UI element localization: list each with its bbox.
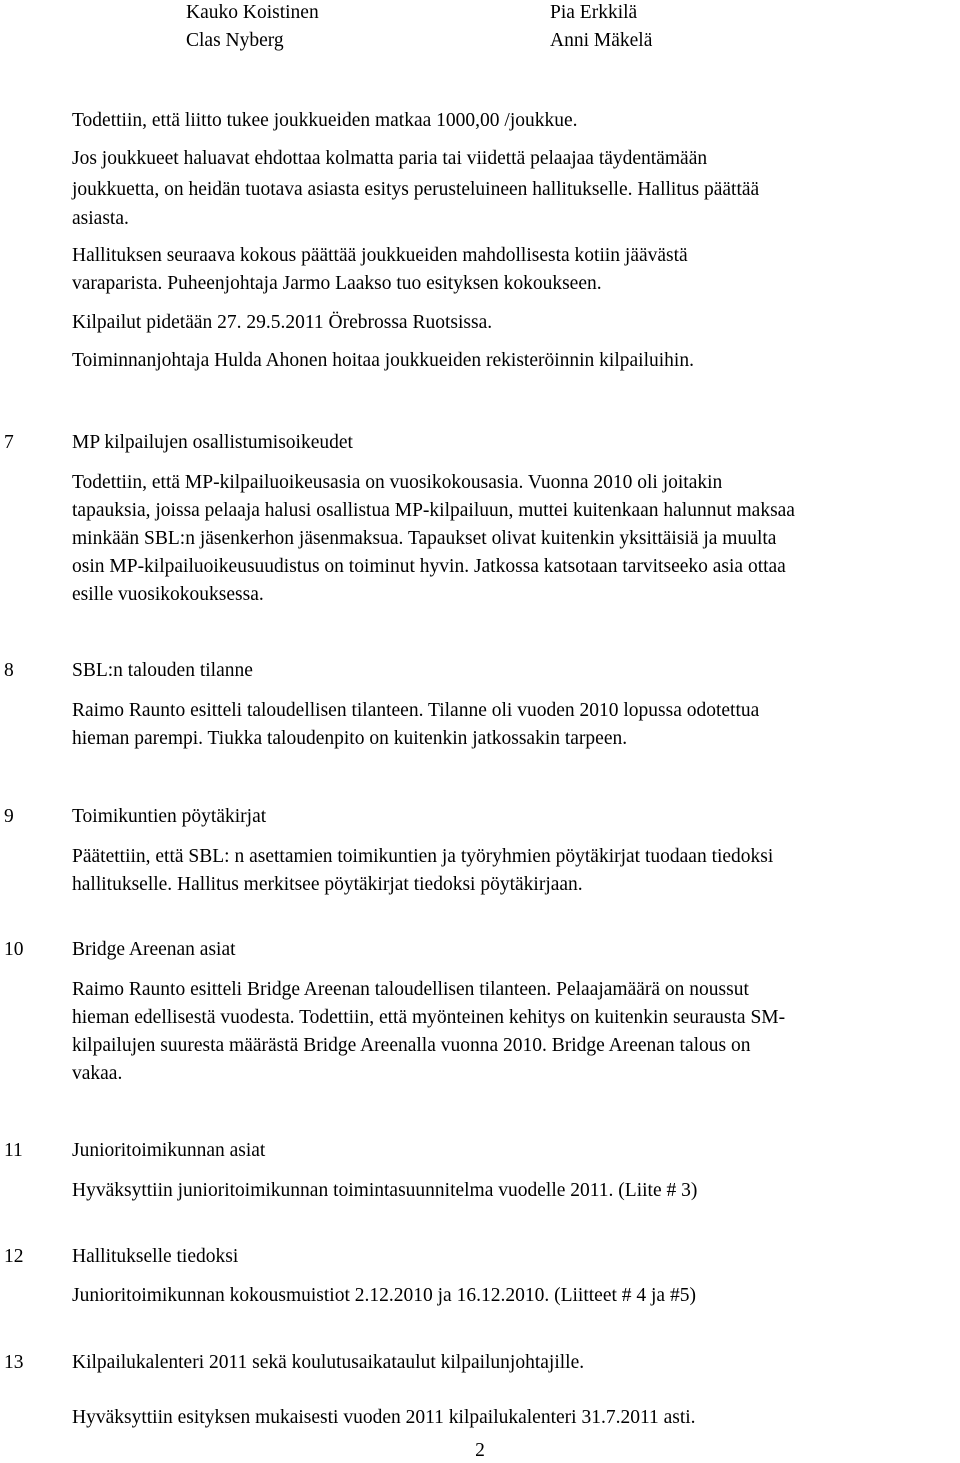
intro-paragraph-2	[72, 146, 960, 231]
section-body	[72, 1178, 960, 1203]
intro-paragraph-5	[72, 348, 960, 373]
paragraph-line: Hyväksyttiin junioritoimikunnan toimintasuunnitelma vuodelle 2011. (Liite # 3)	[72, 1180, 698, 1201]
section-title: Bridge Areenan asiat	[72, 939, 236, 960]
paragraph-line: esille vuosikokouksessa.	[72, 584, 264, 605]
paragraph-line: osin MP-kilpailuoikeusuudistus on toiminut hyvin. Jatkossa katsotaan tarvitseeko asia ottaa	[72, 556, 786, 577]
paragraph-line: asiasta.	[72, 208, 129, 229]
paragraph-line: kilpailujen suuresta määrästä Bridge Areenalla vuonna 2010. Bridge Areenan talous on	[72, 1035, 751, 1056]
section-body	[72, 844, 960, 897]
signature-name: Anni Mäkelä	[550, 30, 653, 51]
section-number: 9	[4, 806, 14, 827]
page-number: 2	[475, 1440, 485, 1461]
paragraph-line: joukkuetta, on heidän tuotava asiasta esitys perusteluineen hallitukselle. Hallitus päättää	[72, 179, 760, 200]
signature-name: Clas Nyberg	[186, 30, 284, 51]
signature-name: Kauko Koistinen	[186, 2, 319, 23]
section-title: Junioritoimikunnan asiat	[72, 1140, 266, 1161]
paragraph-line: Todettiin, että MP-kilpailuoikeusasia on vuosikokousasia. Vuonna 2010 oli joitakin	[72, 472, 723, 493]
paragraph-line: Junioritoimikunnan kokousmuistiot 2.12.2010 ja 16.12.2010. (Liitteet # 4 ja #5)	[72, 1285, 696, 1306]
section-number: 11	[4, 1140, 23, 1161]
signature-name: Pia Erkkilä	[550, 2, 638, 23]
section-number: 13	[4, 1352, 24, 1373]
section-body	[72, 1405, 960, 1430]
paragraph-line: Raimo Raunto esitteli taloudellisen tilanteen. Tilanne oli vuoden 2010 lopussa odotettua	[72, 700, 760, 721]
section-title: Toimikuntien pöytäkirjat	[72, 806, 267, 827]
section-number: 8	[4, 660, 14, 681]
section-number: 12	[4, 1246, 24, 1267]
section-body	[72, 698, 960, 751]
paragraph-line: Hallituksen seuraava kokous päättää joukkueiden mahdollisesta kotiin jäävästä	[72, 245, 688, 266]
section-body	[72, 1283, 960, 1308]
section-title: Hallitukselle tiedoksi	[72, 1246, 239, 1267]
signature-right	[550, 0, 652, 53]
section-body	[72, 470, 960, 607]
section-title: MP kilpailujen osallistumisoikeudet	[72, 432, 353, 453]
paragraph-line: hieman parempi. Tiukka taloudenpito on kuitenkin jatkossakin tarpeen.	[72, 728, 628, 749]
section-number: 10	[4, 939, 24, 960]
paragraph-line: Todettiin, että liitto tukee joukkueiden matkaa 1000,00 /joukkue.	[72, 110, 578, 131]
paragraph-line: varaparista. Puheenjohtaja Jarmo Laakso tuo esityksen kokoukseen.	[72, 273, 602, 294]
paragraph-line: Kilpailut pidetään 27. 29.5.2011 Örebrossa Ruotsissa.	[72, 312, 493, 333]
section-title: SBL:n talouden tilanne	[72, 660, 253, 681]
section-number: 7	[4, 432, 14, 453]
paragraph-line: Raimo Raunto esitteli Bridge Areenan taloudellisen tilanteen. Pelaajamäärä on noussut	[72, 979, 749, 1000]
section-title: Kilpailukalenteri 2011 sekä koulutusaikataulut kilpailunjohtajille.	[72, 1352, 585, 1373]
section-body	[72, 977, 960, 1086]
paragraph-line: Hyväksyttiin esityksen mukaisesti vuoden 2011 kilpailukalenteri 31.7.2011 asti.	[72, 1407, 696, 1428]
paragraph-line: tapauksia, joissa pelaaja halusi osallistua MP-kilpailuun, muttei kuitenkaan halunnut maksaa	[72, 500, 795, 521]
paragraph-line: Toiminnanjohtaja Hulda Ahonen hoitaa joukkueiden rekisteröinnin kilpailuihin.	[72, 350, 694, 371]
signature-left	[186, 0, 319, 53]
paragraph-line: minkään SBL:n jäsenkerhon jäsenmaksua. Tapaukset olivat kuitenkin yksittäisiä ja muulta	[72, 528, 777, 549]
paragraph-line: Jos joukkueet haluavat ehdottaa kolmatta paria tai viidettä pelaajaa täydentämään	[72, 148, 708, 169]
paragraph-line: hieman edellisestä vuodesta. Todettiin, että myönteinen kehitys on kuitenkin seurausta SM-	[72, 1007, 786, 1028]
intro-paragraph-3	[72, 243, 960, 296]
paragraph-line: Päätettiin, että SBL: n asettamien toimikuntien ja työryhmien pöytäkirjat tuodaan tiedoksi	[72, 846, 774, 867]
intro-paragraph-1	[72, 108, 960, 133]
intro-paragraph-4	[72, 310, 960, 335]
paragraph-line: vakaa.	[72, 1063, 123, 1084]
paragraph-line: hallitukselle. Hallitus merkitsee pöytäkirjat tiedoksi pöytäkirjaan.	[72, 874, 583, 895]
